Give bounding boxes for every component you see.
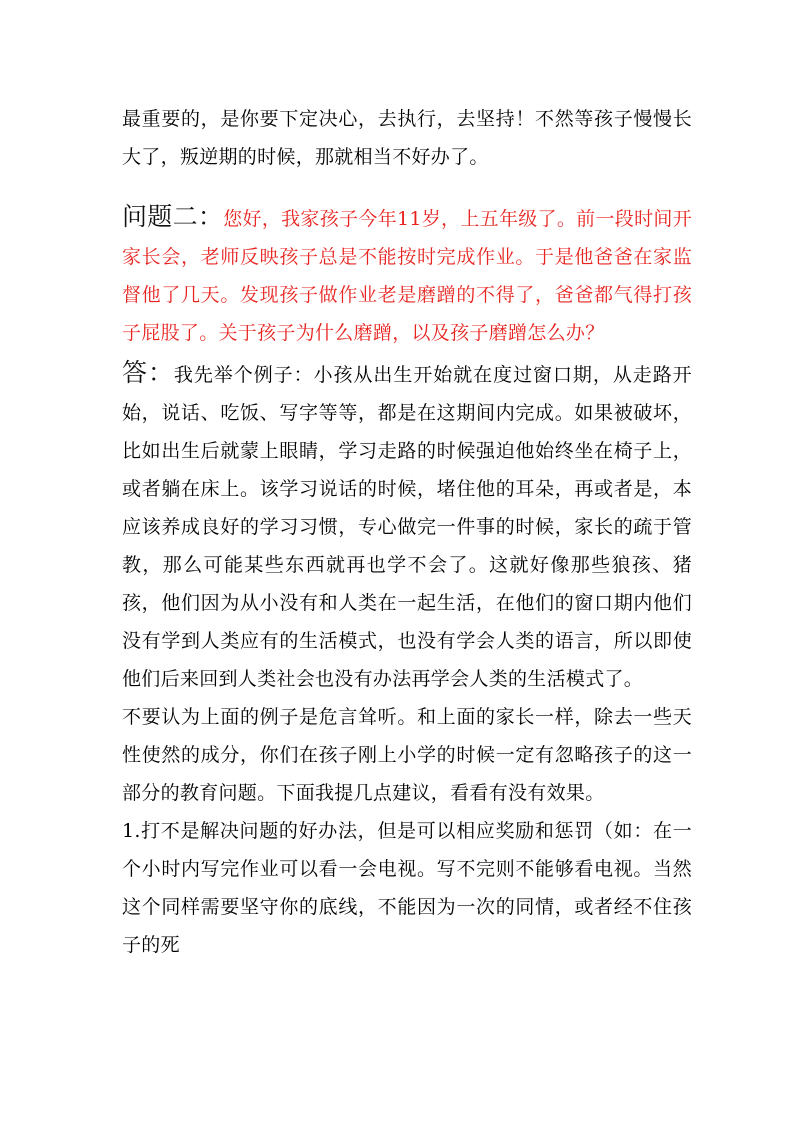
- intro-paragraph: [122, 100, 692, 176]
- suggestion-paragraph: [122, 812, 692, 964]
- answer-paragraph: [122, 354, 692, 698]
- answer-label: 答：: [122, 358, 174, 387]
- answer-text: 我先举个例子：小孩从出生开始就在度过窗口期，从走路开始，说话、吃饭、写字等等，都是在这期间内完成。如果被破坏，比如出生后就蒙上眼睛，学习走路的时候强迫他始终坐在椅子上，或者躺在床上。该学习说话的时候，堵住他的耳朵，再或者是，本应该养成良好的学习习惯，专心做完一件事的时候，家长的疏于管教，那么可能某些东西就再也学不会了。这就好像那些狼孩、猪孩，他们因为从小没有和人类在一起生活，在他们的窗口期内他们没有学到人类应有的生活模式，也没有学会人类的语言，所以即使他们后来回到人类社会也没有办法再学会人类的生活模式了。: [122, 364, 692, 690]
- question-paragraph: [122, 198, 692, 352]
- warning-paragraph: [122, 698, 692, 812]
- document-page: [122, 100, 692, 964]
- question-text: 您好，我家孩子今年11岁，上五年级了。前一段时间开家长会，老师反映孩子总是不能按时完成作业。于是他爸爸在家监督他了几天。发现孩子做作业老是磨蹭的不得了，爸爸都气得打孩子屁股了。关于孩子为什么磨蹭，以及孩子磨蹭怎么办？: [122, 208, 692, 344]
- question-label: 问题二：: [122, 202, 224, 231]
- warning-text: 不要认为上面的例子是危言耸听。和上面的家长一样，除去一些天性使然的成分，你们在孩子刚上小学的时候一定有忽略孩子的这一部分的教育问题。下面我提几点建议，看看有没有效果。: [122, 706, 692, 804]
- suggestion-text: 1.打不是解决问题的好办法，但是可以相应奖励和惩罚（如：在一个小时内写完作业可以看一会电视。写不完则不能够看电视。当然这个同样需要坚守你的底线，不能因为一次的同情，或者经不住孩子的死: [122, 820, 692, 956]
- intro-text: 最重要的，是你要下定决心，去执行，去坚持！不然等孩子慢慢长大了，叛逆期的时候，那就相当不好办了。: [122, 108, 692, 168]
